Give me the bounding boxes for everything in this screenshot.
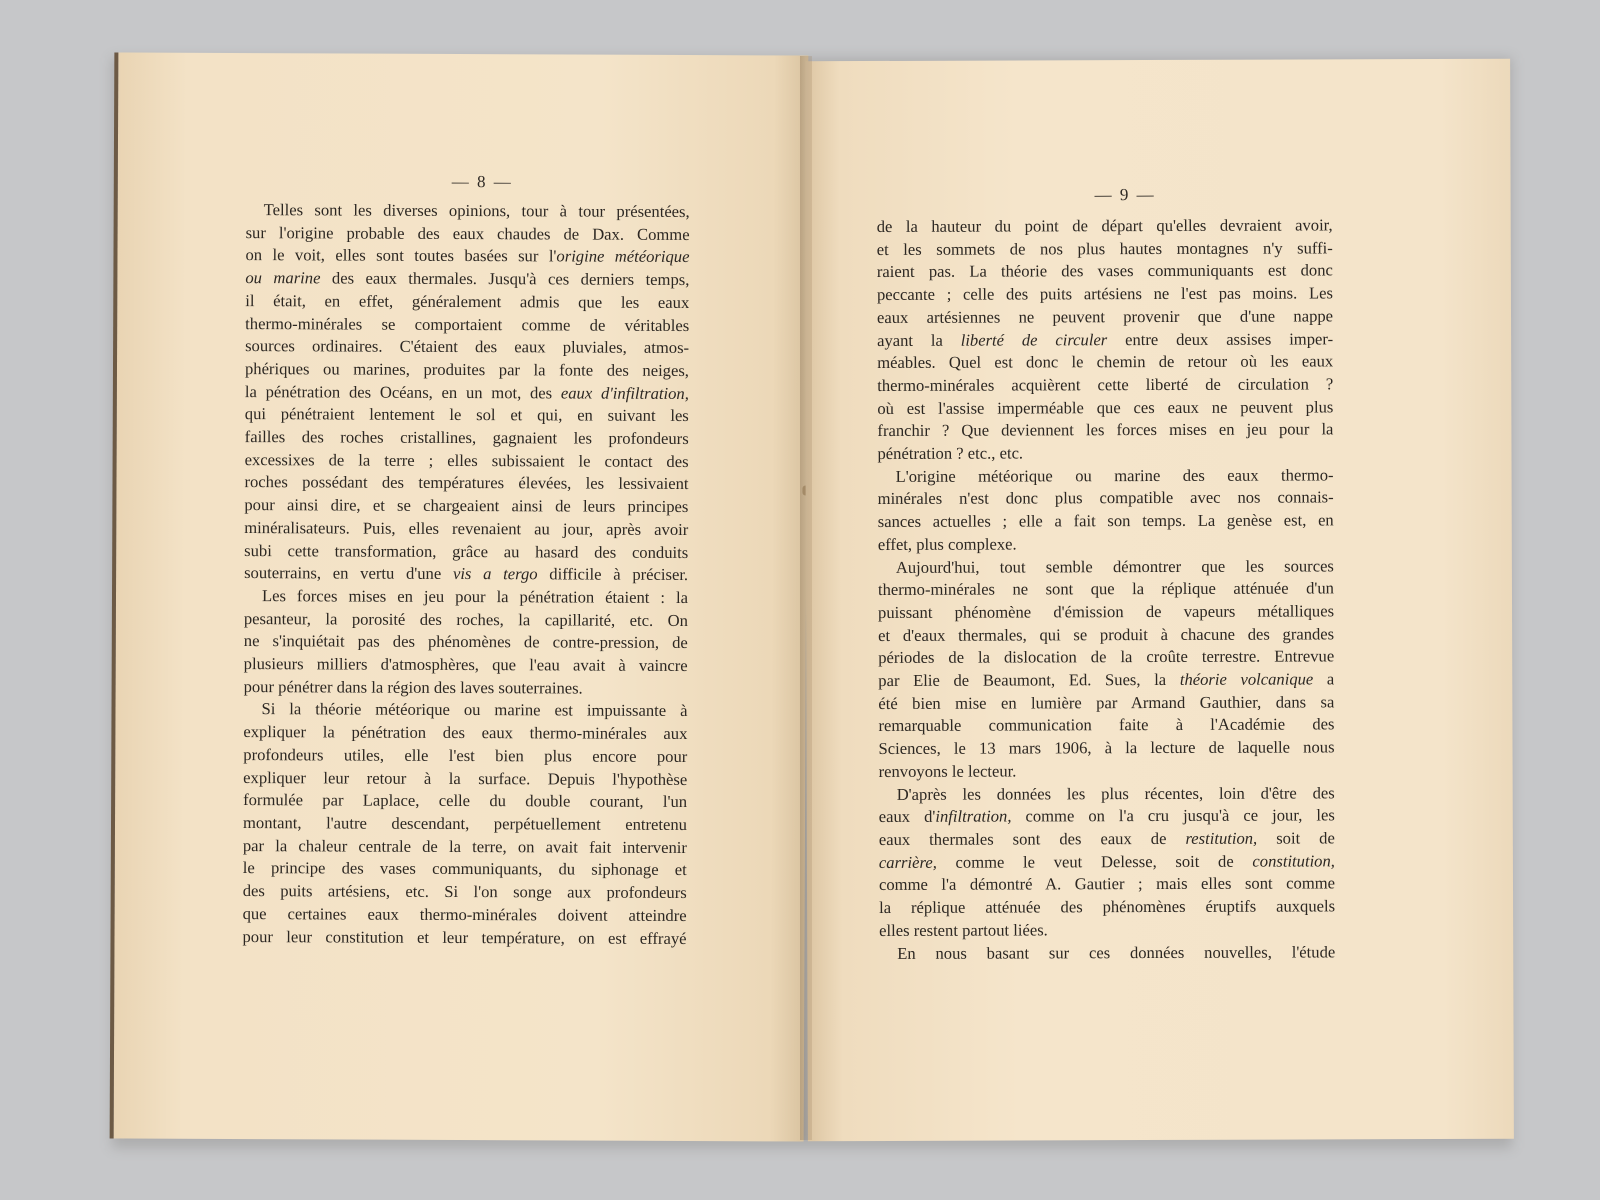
- text-run: entre deux assises imper-: [1107, 328, 1334, 349]
- text-run: renvoyons le lecteur.: [878, 761, 1017, 781]
- text-run: comme l'a démontré A. Gautier ; mais elles sont comme: [878, 873, 1336, 895]
- text-run: En nous basant sur ces données nouvelles, l'étude: [897, 941, 1336, 963]
- text-line: [244, 517, 688, 542]
- text-run: sur l'origine probable des eaux chaudes de Dax. Comme: [245, 222, 690, 244]
- text-run: été bien mise en lumière par Armand Gauthier, dans sa: [878, 692, 1335, 713]
- text-run: failles des roches cristallines, gagnaient les profondeurs: [244, 427, 689, 449]
- text-line: [244, 585, 688, 610]
- text-line: [244, 562, 688, 587]
- text-run: par la chaleur centrale de la terre, on avait fait intervenir: [242, 835, 687, 857]
- text-line: [245, 335, 689, 360]
- text-run: pesanteur, la porosité des roches, la capillarité, etc. On: [243, 608, 688, 630]
- text-line: [878, 578, 1334, 602]
- text-line: [245, 449, 689, 474]
- text-line: [877, 283, 1333, 307]
- text-line: [243, 767, 687, 792]
- text-line: [244, 676, 688, 701]
- text-line: [245, 267, 689, 292]
- text-run: Si la théorie météorique ou marine est impuissante à: [261, 699, 688, 721]
- text-run: comme le veut Delesse, soit de: [936, 851, 1253, 872]
- text-run: minérales n'est donc plus compatible avec nos connais-: [877, 487, 1334, 509]
- text-line: [243, 880, 687, 905]
- text-line: [879, 918, 1335, 942]
- text-run: Les forces mises en jeu pour la pénétration étaient : la: [261, 586, 689, 607]
- text-line: [243, 903, 687, 928]
- text-run: la réplique atténuée des phénomènes éruptifs auxquels: [879, 896, 1336, 918]
- text-run: L'origine météorique ou marine des eaux thermo-: [895, 465, 1334, 486]
- italic-text: infiltration,: [935, 806, 1012, 827]
- text-run: eaux thermales sont des eaux de: [878, 828, 1186, 849]
- text-run: a: [1313, 669, 1335, 689]
- book-spine-gutter: [800, 56, 812, 1140]
- text-line: [244, 540, 688, 565]
- text-line: [877, 328, 1333, 352]
- text-run: eaux artésiennes ne peuvent provenir que d'une nappe: [876, 306, 1334, 327]
- text-line: [878, 668, 1334, 692]
- italic-text: restitution,: [1185, 828, 1258, 848]
- text-line: [878, 714, 1334, 738]
- text-line: [878, 464, 1334, 488]
- text-line: [878, 600, 1334, 624]
- text-line: [878, 555, 1334, 579]
- text-run: D'après les données les plus récentes, loin d'être des: [896, 782, 1335, 804]
- text-line: [877, 351, 1333, 375]
- text-line: [243, 812, 687, 837]
- text-run: et les sommets de nos plus hautes montagnes n'y suffi-: [876, 238, 1333, 259]
- text-line: [879, 941, 1335, 965]
- text-line: [246, 199, 690, 224]
- text-run: qui pénétraient lentement le sol et qui, en suivant les: [244, 404, 689, 426]
- text-run: thermo-minérales se comportaient comme de véritables: [245, 313, 690, 335]
- italic-text: liberté de circuler: [960, 329, 1108, 350]
- text-run: par Elie de Beaumont, Ed. Sues, la: [878, 669, 1180, 691]
- text-run: pénétration ? etc., etc.: [877, 443, 1024, 464]
- text-run: on le voit, elles sont toutes basées sur l': [245, 245, 557, 266]
- text-run: formulée par Laplace, celle du double courant, l'un: [243, 790, 688, 812]
- text-line: [877, 396, 1333, 420]
- right-page: [804, 59, 1514, 1141]
- text-run: peccante ; celle des puits artésiens ne l'est pas moins. Les: [876, 283, 1333, 305]
- text-line: [243, 744, 687, 769]
- text-line: [879, 895, 1335, 919]
- text-run: franchir ? Que deviennent les forces mises en jeu pour la: [877, 419, 1334, 441]
- text-run: Sciences, le 13 mars 1906, à la lecture de laquelle nous: [878, 737, 1335, 759]
- text-line: [878, 532, 1334, 556]
- text-line: [245, 290, 689, 315]
- text-line: [243, 857, 687, 882]
- text-run: montant, l'autre descendant, perpétuellement entretenu: [242, 813, 688, 834]
- text-run: raient pas. La théorie des vases communiquants est donc: [876, 260, 1333, 282]
- text-line: [245, 403, 689, 428]
- text-run: puissant phénomène d'émission de vapeurs métalliques: [878, 601, 1335, 622]
- text-run: minéralisateurs. Puis, elles revenaient au jour, après avoir: [244, 517, 689, 539]
- text-line: [877, 214, 1333, 238]
- text-line: [243, 699, 687, 724]
- text-line: [879, 850, 1335, 874]
- text-line: [877, 305, 1333, 329]
- italic-text: constitution,: [1252, 851, 1335, 871]
- text-run: elles restent partout liées.: [879, 920, 1048, 940]
- text-run: thermo-minérales acquièrent cette liberté de circulation ?: [877, 374, 1334, 395]
- text-run: la pénétration des Océans, en un mot, des: [244, 381, 561, 403]
- text-line: [878, 623, 1334, 647]
- text-line: [245, 313, 689, 338]
- text-run: sances actuelles ; elle a fait son temps. La genèse est, en: [877, 510, 1334, 532]
- text-line: [243, 835, 687, 860]
- text-line: [878, 510, 1334, 534]
- text-line: [245, 244, 689, 269]
- text-line: [245, 358, 689, 383]
- text-run: pour ainsi dire, et se chargeaient ainsi de leurs principes: [244, 495, 689, 517]
- text-run: subi cette transformation, grâce au hasard des conduits: [244, 540, 689, 562]
- text-line: [878, 487, 1334, 511]
- text-run: expliquer la pénétration des eaux thermo-minérales aux: [243, 722, 688, 744]
- text-line: [878, 737, 1334, 761]
- text-run: et d'eaux thermales, qui se produit à chacune des grandes: [878, 624, 1335, 645]
- left-page-text: [242, 199, 689, 950]
- text-run: profondeurs utiles, elle l'est bien plus encore pour: [243, 744, 688, 766]
- text-line: [879, 827, 1335, 851]
- text-line: [877, 260, 1333, 284]
- text-run: eaux d': [878, 807, 936, 827]
- text-run: pour leur constitution et leur température, on est effrayé: [242, 926, 687, 948]
- text-line: [246, 222, 690, 247]
- text-line: [879, 873, 1335, 897]
- text-run: Telles sont les diverses opinions, tour à tour présentées,: [263, 200, 690, 222]
- italic-text: vis a tergo: [452, 564, 538, 584]
- text-run: expliquer leur retour à la surface. Depuis l'hypothèse: [243, 767, 688, 789]
- text-run: des eaux thermales. Jusqu'à ces derniers temps,: [320, 268, 690, 290]
- text-run: effet, plus complexe.: [877, 534, 1017, 554]
- right-page-text: [877, 214, 1336, 965]
- text-run: le principe des vases communiquants, du siphonage et: [242, 858, 687, 880]
- text-run: pour pénétrer dans la région des laves souterraines.: [243, 676, 583, 698]
- text-run: sources ordinaires. C'étaient des eaux pluviales, atmos-: [245, 336, 690, 358]
- text-line: [243, 721, 687, 746]
- text-line: [244, 494, 688, 519]
- text-run: de la hauteur du point de départ qu'elles devraient avoir,: [876, 215, 1333, 236]
- text-run: phériques ou marines, produites par la fonte des neiges,: [244, 358, 690, 380]
- text-run: plusieurs milliers d'atmosphères, que l'eau avait à vaincre: [243, 654, 688, 676]
- text-line: [877, 373, 1333, 397]
- text-run: des puits artésiens, etc. Si l'on songe aux profondeurs: [242, 881, 687, 903]
- text-run: où est l'assise imperméable que ces eaux ne peuvent plus: [877, 397, 1334, 418]
- text-line: [879, 782, 1335, 806]
- text-line: [244, 653, 688, 678]
- text-line: [879, 805, 1335, 829]
- text-line: [243, 789, 687, 814]
- page-number-left: — 8 —: [451, 171, 513, 192]
- text-run: thermo-minérales ne sont que la réplique atténuée d'un: [877, 578, 1334, 600]
- text-line: [244, 608, 688, 633]
- text-line: [877, 441, 1333, 465]
- text-line: [877, 419, 1333, 443]
- left-page: [110, 52, 809, 1141]
- text-run: que certaines eaux thermo-minérales doivent atteindre: [242, 903, 687, 925]
- text-line: [242, 926, 686, 951]
- text-run: méables. Quel est donc le chemin de retour où les eaux: [877, 351, 1334, 373]
- text-run: Aujourd'hui, tout semble démontrer que les sources: [895, 555, 1334, 577]
- text-run: comme on l'a cru jusqu'à ce jour, les: [1011, 805, 1335, 826]
- text-line: [879, 759, 1335, 783]
- italic-text: eaux d'infiltration,: [560, 383, 689, 403]
- text-line: [878, 691, 1334, 715]
- italic-text: ou marine: [245, 268, 321, 288]
- text-run: soit de: [1257, 828, 1335, 848]
- italic-text: origine météorique: [556, 246, 690, 267]
- italic-text: théorie volcanique: [1179, 669, 1314, 689]
- text-line: [877, 237, 1333, 261]
- text-line: [878, 646, 1334, 670]
- text-line: [244, 630, 688, 655]
- text-run: ayant la: [877, 330, 961, 350]
- italic-text: carrière,: [878, 852, 937, 872]
- text-run: périodes de la dislocation de la croûte terrestre. Entrevue: [878, 646, 1335, 668]
- text-run: il était, en effet, généralement admis que les eaux: [245, 290, 690, 312]
- text-run: excessixes de la terre ; elles subissaient le contact des: [244, 449, 689, 471]
- text-run: souterrains, en vertu d'une: [244, 563, 454, 584]
- text-run: remarquable communication faite à l'Académie des: [878, 714, 1335, 736]
- text-run: ne s'inquiétait pas des phénomènes de contre-pression, de: [243, 631, 688, 653]
- page-number-right: — 9 —: [1094, 185, 1156, 205]
- text-line: [245, 426, 689, 451]
- text-run: difficile à préciser.: [537, 564, 689, 585]
- text-line: [245, 381, 689, 406]
- text-run: roches possédant des températures élevées, les lessivaient: [244, 472, 689, 494]
- text-line: [244, 472, 688, 497]
